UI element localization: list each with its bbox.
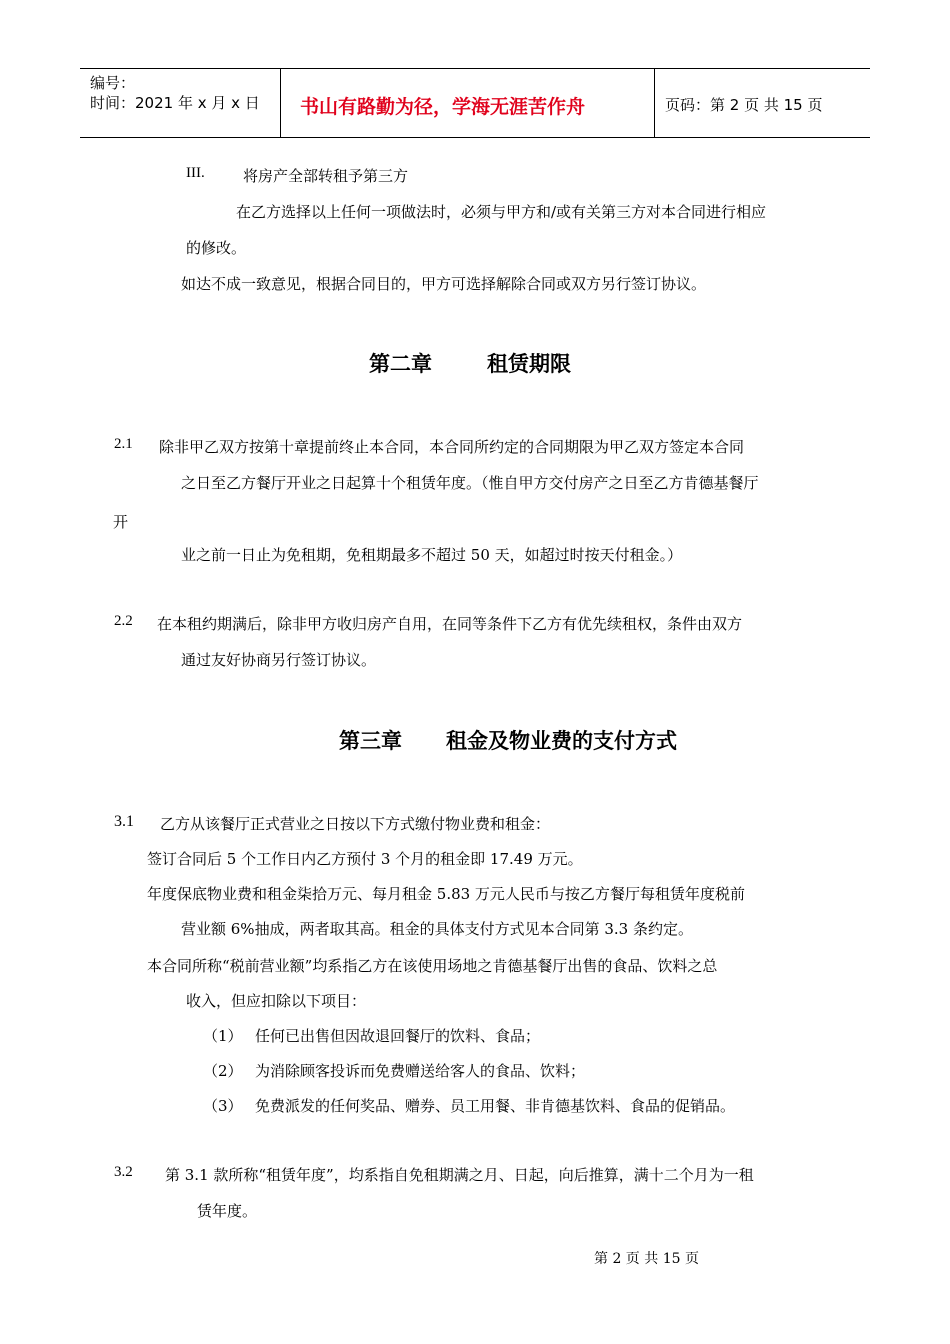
- paragraph-line: 的修改。: [186, 239, 247, 257]
- clause-line: 签订合同后 5 个工作日内乙方预付 3 个月的租金即 17.49 万元。: [147, 850, 583, 868]
- clause-line: 开: [113, 513, 129, 531]
- chapter-3-number: 第三章: [339, 729, 402, 753]
- clause-line: 年度保底物业费和租金柒拾万元、每月租金 5.83 万元人民币与按乙方餐厅每租赁年度税前: [147, 885, 745, 903]
- item-3-number: III.: [186, 165, 205, 181]
- chapter-3-title: 租金及物业费的支付方式: [446, 729, 677, 753]
- clause-line: 收入，但应扣除以下项目：: [186, 992, 367, 1010]
- header-middle-cell: [281, 69, 655, 137]
- clause-line: 之日至乙方餐厅开业之日起算十个租赁年度。（惟自甲方交付房产之日至乙方肯德基餐厅: [181, 474, 759, 492]
- deduction-item-text: 为消除顾客投诉而免费赠送给客人的食品、饮料；: [255, 1062, 586, 1080]
- header-right-cell: [655, 69, 870, 137]
- clause-3-2-number: 3.2: [114, 1164, 133, 1180]
- deduction-item-number: （2）: [203, 1062, 243, 1080]
- clause-3-1-number: 3.1: [114, 813, 134, 830]
- deduction-item-number: （3）: [203, 1097, 243, 1115]
- clause-line: 通过友好协商另行签订协议。: [181, 651, 377, 669]
- deduction-item-number: （1）: [203, 1027, 243, 1045]
- paragraph-line: 如达不成一致意见，根据合同目的，甲方可选择解除合同或双方另行签订协议。: [181, 275, 707, 293]
- time-label: 时间：2021 年 x 月 x 日: [90, 94, 260, 112]
- clause-line: 本合同所称“税前营业额”均系指乙方在该使用场地之肯德基餐厅出售的食品、饮料之总: [147, 957, 718, 975]
- clause-line: 业之前一日止为免租期，免租期最多不超过 50 天，如超过时按天付租金。）: [181, 546, 683, 564]
- chapter-2-number: 第二章: [369, 352, 432, 376]
- clause-line: 第 3.1 款所称“租赁年度”，均系指自免租期满之月、日起，向后推算，满十二个月为一租: [165, 1166, 754, 1184]
- page-label: 页码：第 2 页 共 15 页: [665, 96, 823, 114]
- code-label: 编号：: [90, 74, 136, 92]
- header-left-cell: [80, 69, 281, 137]
- item-3-text: 将房产全部转租予第三方: [243, 167, 409, 185]
- clause-line: 赁年度。: [197, 1202, 258, 1220]
- clause-line: 乙方从该餐厅正式营业之日按以下方式缴付物业费和租金：: [160, 815, 551, 833]
- deduction-item-text: 免费派发的任何奖品、赠券、员工用餐、非肯德基饮料、食品的促销品。: [255, 1097, 736, 1115]
- clause-line: 在本租约期满后，除非甲方收归房产自用，在同等条件下乙方有优先续租权，条件由双方: [157, 615, 743, 633]
- clause-line: 除非甲乙双方按第十章提前终止本合同，本合同所约定的合同期限为甲乙双方签定本合同: [159, 438, 745, 456]
- deduction-item-text: 任何已出售但因故退回餐厅的饮料、食品；: [255, 1027, 541, 1045]
- paragraph-line: 在乙方选择以上任何一项做法时，必须与甲方和/或有关第三方对本合同进行相应: [236, 203, 767, 221]
- footer-page-number: 第 2 页 共 15 页: [594, 1251, 699, 1267]
- clause-line: 营业额 6%抽成，两者取其高。租金的具体支付方式见本合同第 3.3 条约定。: [181, 920, 693, 938]
- motto: 书山有路勤为径，学海无涯苦作舟: [300, 96, 586, 118]
- chapter-2-title: 租赁期限: [487, 352, 571, 376]
- header-table: [80, 68, 870, 138]
- clause-2-2-number: 2.2: [114, 613, 133, 629]
- clause-2-1-number: 2.1: [114, 436, 133, 452]
